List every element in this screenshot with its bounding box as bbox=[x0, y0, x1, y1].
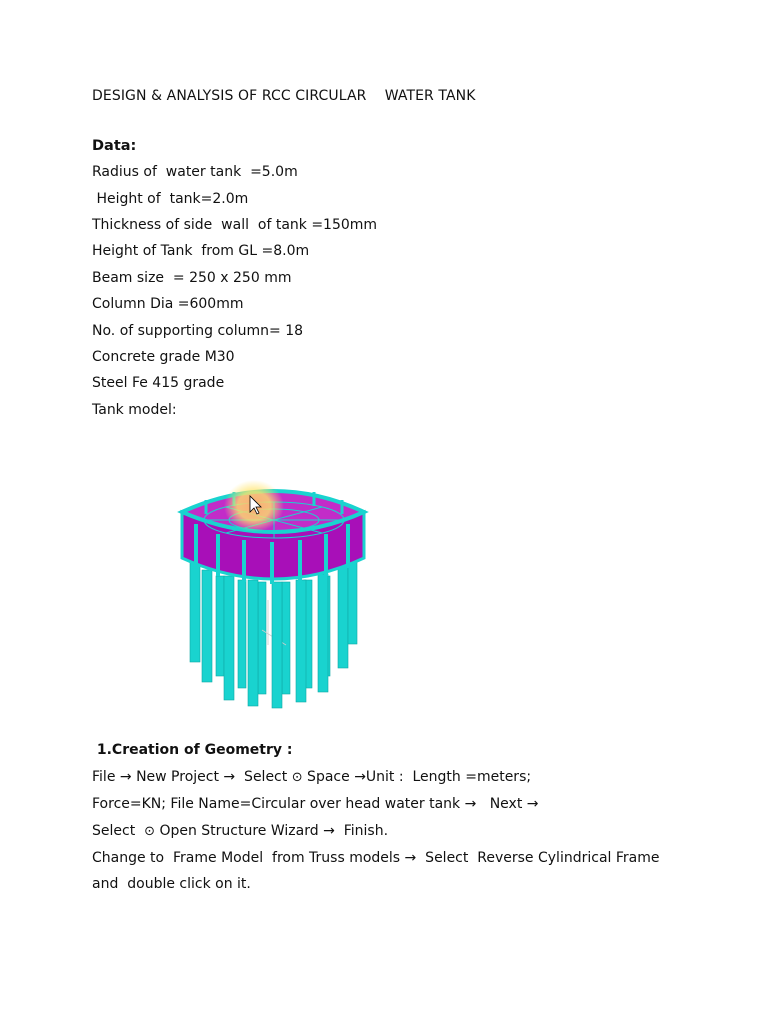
arrow-icon: → bbox=[404, 850, 417, 866]
data-heading: Data: bbox=[92, 138, 137, 154]
step-text: Change to Frame Model from Truss models bbox=[92, 850, 405, 866]
section-heading-geometry: 1.Creation of Geometry : bbox=[92, 742, 293, 758]
step-text: Unit : Length =meters; bbox=[365, 769, 532, 785]
step-line-1 bbox=[92, 769, 531, 785]
step-text: Open Structure Wizard bbox=[155, 823, 324, 839]
radio-selected-icon: ⊙ bbox=[144, 824, 155, 839]
step-line-2 bbox=[92, 796, 539, 812]
step-text: New Project bbox=[131, 769, 224, 785]
step-text: Next bbox=[476, 796, 527, 812]
step-text: Select bbox=[92, 823, 145, 839]
step-text: File bbox=[92, 769, 120, 785]
data-line-concrete-grade: Concrete grade M30 bbox=[92, 349, 235, 365]
step-text: Select Reverse Cylindrical Frame bbox=[416, 850, 660, 866]
step-text: Select bbox=[235, 769, 292, 785]
arrow-icon: → bbox=[119, 769, 132, 785]
arrow-icon: → bbox=[526, 796, 539, 812]
data-line-column-dia: Column Dia =600mm bbox=[92, 296, 244, 312]
arrow-icon: → bbox=[223, 769, 236, 785]
step-text: Space bbox=[302, 769, 355, 785]
data-line-steel-grade: Steel Fe 415 grade bbox=[92, 375, 225, 391]
step-text: Finish. bbox=[334, 823, 389, 839]
data-line-tank-model: Tank model: bbox=[92, 402, 177, 418]
data-line-height: Height of tank=2.0m bbox=[92, 191, 249, 207]
arrow-icon: → bbox=[354, 769, 366, 785]
step-text: Force=KN; File Name=Circular over head water tank bbox=[92, 796, 465, 812]
step-line-5: and double click on it. bbox=[92, 876, 251, 892]
tank-model-image bbox=[176, 470, 372, 710]
data-line-radius: Radius of water tank =5.0m bbox=[92, 164, 298, 180]
data-line-column-count: No. of supporting column= 18 bbox=[92, 323, 304, 339]
data-line-height-from-gl: Height of Tank from GL =8.0m bbox=[92, 243, 310, 259]
data-line-beam-size: Beam size = 250 x 250 mm bbox=[92, 270, 292, 286]
step-line-4 bbox=[92, 850, 659, 866]
step-line-3 bbox=[92, 823, 388, 839]
document-title: DESIGN & ANALYSIS OF RCC CIRCULAR WATER TANK bbox=[92, 88, 476, 104]
arrow-icon: → bbox=[323, 823, 335, 839]
radio-selected-icon: ⊙ bbox=[291, 770, 303, 785]
arrow-icon: → bbox=[464, 796, 477, 812]
data-line-wall-thickness: Thickness of side wall of tank =150mm bbox=[92, 217, 378, 233]
